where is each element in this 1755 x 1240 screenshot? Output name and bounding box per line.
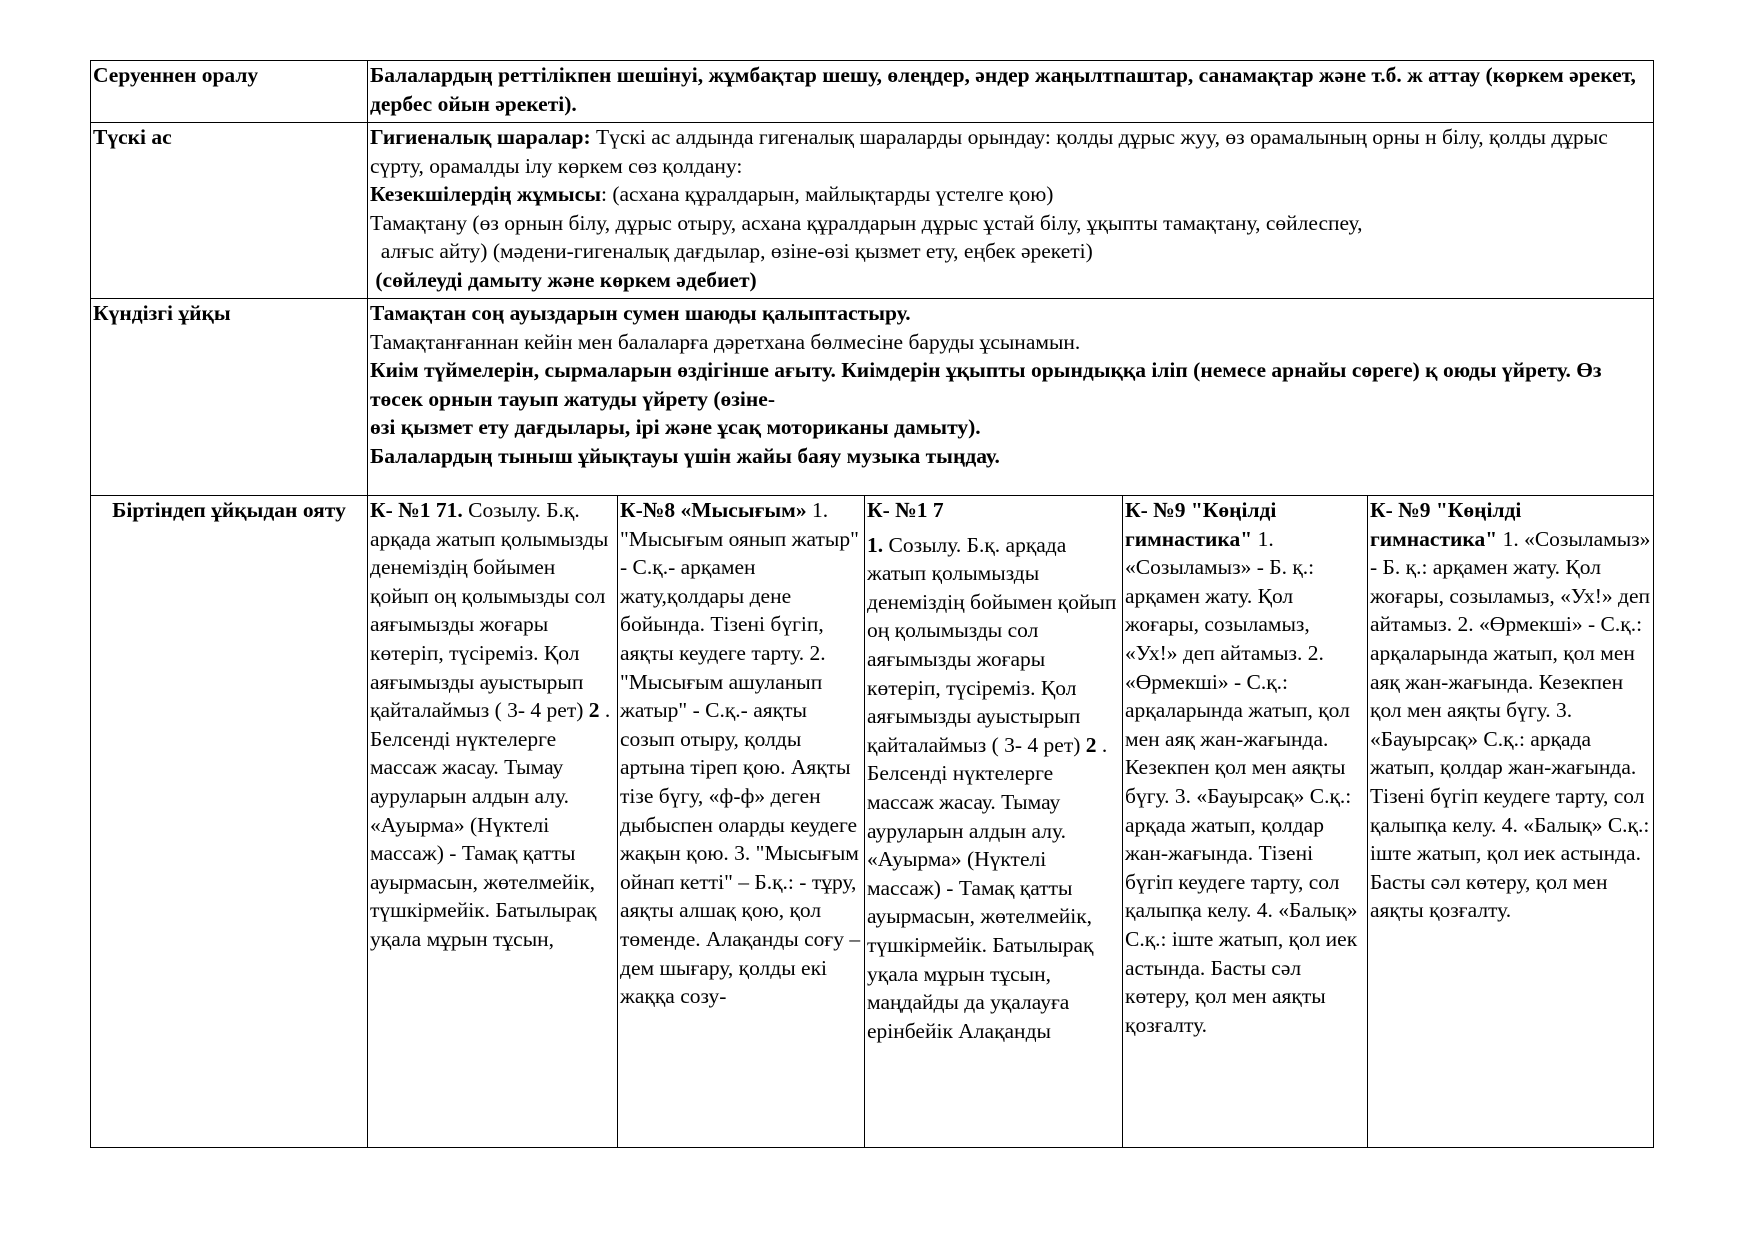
exercise-3-step-2: 2 (1085, 732, 1097, 757)
eating-text: Тамақтану (өз орнын білу, дұрыс отыру, асхана құралдарын дұрыс ұстай білу, ұқыпты тамақтану, сөйлеспеу, (370, 210, 1363, 235)
exercise-1-step: 2 (588, 698, 600, 723)
row-label-lunch: Түскі ас (91, 123, 368, 299)
exercise-4-title: К- №9 "Көңілді гимнастика" (1125, 498, 1277, 551)
exercise-3-text-2: . Белсенді нүктелерге массаж жасау. Тымау ауруларын алдын алу. «Ауырма» (Нүктелі массаж) - Тамақ қатты ауырмасын, жөтелмейік, түшкірмейік. Батылырақ уқала мұрын тұсын, маңдайды да уқалауға ерінбейік Алақанды (867, 732, 1108, 1043)
nap-line-3: Киім түймелерін, сырмаларын өздігінше ағыту. Киімдерін ұқыпты орындыққа іліп (немесе арнайы сөреге) қ оюды үйрету. Өз төсек орнын тауып жатуды үйрету (өзіне- (370, 358, 1602, 411)
nap-description (368, 299, 1654, 496)
hygiene-heading: Гигиеналық шаралар: (370, 125, 591, 149)
row-label-wake: Біртіндеп ұйқыдан ояту (91, 496, 368, 1148)
wake-exercise-4 (1123, 496, 1368, 1148)
duty-heading: Кезекшілердің жұмысы (370, 182, 601, 207)
exercise-1-text: Созылу. Б.қ. арқада жатып қолымызды денеміздің бойымен қойып оң қолымызды сол аяғымызды жоғары көтеріп, түсіреміз. Қол аяғымызды ауыстырып қайталаймыз ( 3- 4 рет) (370, 498, 609, 723)
table-row-return (91, 61, 1654, 123)
wake-exercise-3 (865, 496, 1123, 1148)
exercise-3-step: 1. (867, 532, 884, 557)
exercise-1-title: К- №1 71. (370, 498, 463, 522)
exercise-1-text-2: . Белсенді нүктелерге массаж жасау. Тымау ауруларын алдын алу. «Ауырма» (Нүктелі массаж) - Тамақ қатты ауырмасын, жөтелмейік, түшкірмейік. Батылырақ уқала мұрын тұсын, (370, 698, 611, 951)
schedule-table (90, 60, 1654, 1148)
wake-exercise-5 (1368, 496, 1654, 1148)
row-label-return: Серуеннен оралу (91, 61, 368, 123)
exercise-2-title: К-№8 «Мысығым» (620, 498, 807, 522)
table-row-wake (91, 496, 1654, 1148)
eating-text-2: алғыс айту) (мәдени-гигеналық дағдылар, өзіне-өзі қызмет ету, еңбек әрекеті) (370, 239, 1093, 264)
table-row-nap (91, 299, 1654, 496)
exercise-3-text: Созылу. Б.қ. арқада жатып қолымызды денеміздің бойымен қойып оң қолымызды сол аяғымызды жоғары көтеріп, түсіреміз. Қол аяғымызды ауыстырып қайталаймыз ( 3- 4 рет) (867, 532, 1117, 757)
lunch-area: (сөйлеуді дамыту және көркем әдебиет) (370, 267, 757, 292)
nap-line-5: Балалардың тыныш ұйықтауы үшін жайы баяу музыка тыңдау. (370, 443, 1000, 468)
return-description: Балалардың реттілікпен шешінуі, жұмбақтар шешу, өлеңдер, әндер жаңылтпаштар, санамақтар және т.б. ж аттау (көркем әрекет, дербес ойын әрекеті). (368, 61, 1654, 123)
exercise-4-text: 1. «Созыламыз» - Б. қ.: арқамен жату. Қол жоғары, созыламыз, «Ух!» деп айтамыз. 2. «Өрмекші» - С.қ.: арқаларында жатып, қол мен аяқ жан-жағында. Кезекпен қол мен аяқты бүгу. 3. «Бауырсақ» С.қ.: арқада жатып, қолдар жан-жағында. Тізені бүгіп кеудеге тарту, сол қалыпқа келу. 4. «Балық» С.қ.: іште жатып, қол иек астында. Басты сәл көтеру, қол мен аяқты қозғалту. (1125, 526, 1358, 1037)
nap-line-4: өзі қызмет ету дағдылары, ірі және ұсақ моториканы дамыту). (370, 415, 981, 440)
lunch-description (368, 123, 1654, 299)
hygiene-text: Түскі ас алдында гигеналық шараларды орындау: қолды дұрыс жуу, өз орамалының орны н білу, қолды дұрыс сүрту, орамалды ілу көркем сөз қолдану: (370, 125, 1608, 178)
wake-exercise-1 (368, 496, 618, 1148)
duty-text: : (асхана құралдарын, майлықтарды үстелге қою) (601, 182, 1054, 207)
row-label-nap: Күндізгі ұйқы (91, 299, 368, 496)
wake-exercise-2 (618, 496, 865, 1148)
exercise-5-text: 1. «Созыламыз» - Б. қ.: арқамен жату. Қол жоғары, созыламыз, «Ух!» деп айтамыз. 2. «Өрмекші» - С.қ.: арқаларында жатып, қол мен аяқ жан-жағында. Кезекпен қол мен аяқты бүгу. 3. «Бауырсақ» С.қ.: арқада жатып, қолдар жан-жағында. Тізені бүгіп кеудеге тарту, сол қалыпқа келу. 4. «Балық» С.қ.: іште жатып, қол иек астында. Басты сәл көтеру, қол мен аяқты қозғалту. (1370, 526, 1651, 923)
exercise-5-title: К- №9 "Көңілді гимнастика" (1370, 498, 1522, 551)
exercise-3-title: К- №1 7 (867, 498, 944, 522)
exercise-2-text: 1. "Мысығым оянып жатыр" - С.қ.- арқамен жату,қолдары дене бойында. Тізені бүгіп, аяқты кеудеге тарту. 2. "Мысығым ашуланып жатыр" - С.қ.- аяқты созып отыру, қолды артына тіреп қою. Аяқты тізе бүгу, «ф-ф» деген дыбыспен оларды кеудеге жақын қою. 3. "Мысығым ойнап кетті" – Б.қ.: - тұру, аяқты алшақ қою, қол төменде. Алақанды соғу – дем шығару, қолды екі жаққа созу- (620, 498, 861, 1009)
table-row-lunch (91, 123, 1654, 299)
nap-line-1: Тамақтан соң ауыздарын сумен шаюды қалыптастыру. (370, 301, 911, 325)
nap-line-2: Тамақтанғаннан кейін мен балаларға дәретхана бөлмесіне баруды ұсынамын. (370, 329, 1081, 354)
